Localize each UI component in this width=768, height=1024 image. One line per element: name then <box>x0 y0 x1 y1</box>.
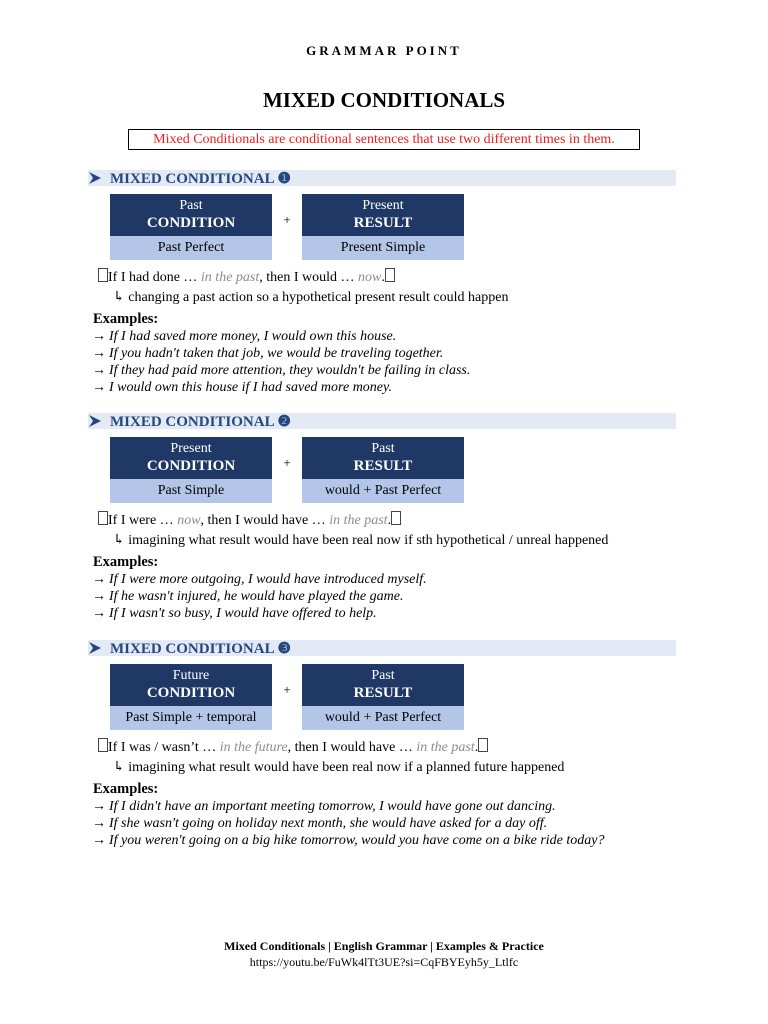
plus-sign: + <box>283 212 291 227</box>
result-box <box>302 664 464 730</box>
result-label: RESULT <box>353 215 413 231</box>
usage-explanation: ↳ changing a past action so a hypothetical present result could happen <box>113 290 509 305</box>
intro-definition: Mixed Conditionals are conditional sentences that use two different times in them. <box>128 129 640 150</box>
section-heading-label: MIXED CONDITIONAL ❷ <box>110 413 291 430</box>
condition-time: Future <box>172 668 210 683</box>
footer <box>0 939 768 970</box>
formula-diagram <box>88 437 676 505</box>
example-text: If they had paid more attention, they wouldn't be failing in class. <box>109 363 471 378</box>
example-sentence <box>88 328 676 345</box>
pattern-part: . <box>474 740 479 755</box>
right-arrow-icon: → <box>92 363 106 378</box>
section-heading-label: MIXED CONDITIONAL ❶ <box>110 170 291 187</box>
examples-label: Examples: <box>93 554 159 570</box>
example-sentence <box>88 605 676 622</box>
examples-list <box>88 798 676 849</box>
pattern-sentence <box>88 511 676 531</box>
example-sentence <box>88 345 676 362</box>
bracket-box-icon <box>385 268 395 282</box>
usage-explanation: ↳ imagining what result would have been real now if a planned future happened <box>113 760 565 775</box>
pattern-part: If I had done … <box>108 270 201 285</box>
condition-tense: Past Simple <box>110 479 272 503</box>
condition-box <box>110 437 272 503</box>
condition-label: CONDITION <box>146 685 236 701</box>
section-heading <box>88 413 676 429</box>
section-heading <box>88 640 676 656</box>
pattern-part: , then I would have … <box>200 513 330 528</box>
example-text: If you weren't going on a big hike tomorrow, would you have come on a bike ride today? <box>109 833 605 848</box>
examples-list <box>88 571 676 622</box>
examples-label: Examples: <box>93 311 159 327</box>
pattern-part: , then I would have … <box>287 740 417 755</box>
condition-tense: Past Perfect <box>110 236 272 260</box>
example-text: If I were more outgoing, I would have introduced myself. <box>109 572 427 587</box>
result-box <box>302 194 464 260</box>
bracket-box-icon <box>98 511 108 525</box>
result-time: Past <box>371 441 395 456</box>
pattern-time-hint: in the future <box>219 740 288 755</box>
condition-box <box>110 194 272 260</box>
right-arrow-icon: → <box>92 346 106 361</box>
example-sentence <box>88 815 676 832</box>
pattern-part: , then I would … <box>259 270 359 285</box>
arrowhead-icon <box>88 414 110 428</box>
condition-label: CONDITION <box>146 215 236 231</box>
formula-diagram <box>88 664 676 732</box>
pattern-time-hint: in the past <box>416 740 475 755</box>
result-label: RESULT <box>353 685 413 701</box>
example-text: If you hadn't taken that job, we would be traveling together. <box>109 346 444 361</box>
bracket-box-icon <box>478 738 488 752</box>
example-text: I would own this house if I had saved more money. <box>109 380 392 395</box>
result-time: Past <box>371 668 395 683</box>
footer-link[interactable]: https://youtu.be/FuWk4lTt3UE?si=CqFBYEyh5y_Ltlfc <box>249 955 519 969</box>
example-text: If I had saved more money, I would own this house. <box>109 329 397 344</box>
pattern-part: If I were … <box>108 513 178 528</box>
bracket-box-icon <box>391 511 401 525</box>
bracket-box-icon <box>98 268 108 282</box>
right-arrow-icon: → <box>92 329 106 344</box>
examples-list <box>88 328 676 396</box>
right-arrow-icon: → <box>92 606 106 621</box>
example-text: If I wasn't so busy, I would have offered to help. <box>109 606 377 621</box>
plus-sign: + <box>283 682 291 697</box>
examples-label: Examples: <box>93 781 159 797</box>
page-kicker: GRAMMAR POINT <box>306 43 462 58</box>
result-time: Present <box>362 198 404 213</box>
right-arrow-icon: → <box>92 816 106 831</box>
example-sentence <box>88 571 676 588</box>
example-text: If she wasn't going on holiday next month, she would have asked for a day off. <box>109 816 548 831</box>
result-tense: would + Past Perfect <box>302 479 464 503</box>
pattern-part: . <box>381 270 385 285</box>
condition-box <box>110 664 272 730</box>
example-sentence <box>88 362 676 379</box>
pattern-part: If I was / wasn’t … <box>108 740 220 755</box>
condition-label: CONDITION <box>146 458 236 474</box>
result-label: RESULT <box>353 458 413 474</box>
right-arrow-icon: → <box>92 380 106 395</box>
pattern-time-hint: in the past <box>329 513 388 528</box>
conditional-section <box>88 640 676 849</box>
result-box <box>302 437 464 503</box>
footer-title: Mixed Conditionals | English Grammar | Examples & Practice <box>224 939 544 953</box>
example-text: If he wasn't injured, he would have played the game. <box>109 589 404 604</box>
pattern-time-hint: in the past <box>200 270 260 285</box>
right-arrow-icon: → <box>92 572 106 587</box>
example-text: If I didn't have an important meeting tomorrow, I would have gone out dancing. <box>109 799 556 814</box>
pattern-time-hint: now <box>177 513 201 528</box>
right-arrow-icon: → <box>92 589 106 604</box>
example-sentence <box>88 832 676 849</box>
result-tense: would + Past Perfect <box>302 706 464 730</box>
arrowhead-icon <box>88 641 110 655</box>
conditional-section <box>88 170 676 396</box>
right-arrow-icon: → <box>92 799 106 814</box>
example-sentence <box>88 588 676 605</box>
plus-sign: + <box>283 455 291 470</box>
right-arrow-icon: → <box>92 833 106 848</box>
condition-tense: Past Simple + temporal <box>110 706 272 730</box>
pattern-sentence <box>88 268 676 288</box>
conditional-section <box>88 413 676 622</box>
formula-diagram <box>88 194 676 262</box>
condition-time: Past <box>179 198 203 213</box>
section-heading-label: MIXED CONDITIONAL ❸ <box>110 640 291 657</box>
bracket-box-icon <box>98 738 108 752</box>
pattern-time-hint: now <box>358 270 382 285</box>
arrowhead-icon <box>88 171 110 185</box>
page-title: MIXED CONDITIONALS <box>262 88 506 112</box>
pattern-sentence <box>88 738 676 758</box>
condition-time: Present <box>170 441 212 456</box>
example-sentence <box>88 798 676 815</box>
example-sentence <box>88 379 676 396</box>
usage-explanation: ↳ imagining what result would have been real now if sth hypothetical / unreal happened <box>113 533 609 548</box>
result-tense: Present Simple <box>302 236 464 260</box>
section-heading <box>88 170 676 186</box>
pattern-part: . <box>387 513 392 528</box>
